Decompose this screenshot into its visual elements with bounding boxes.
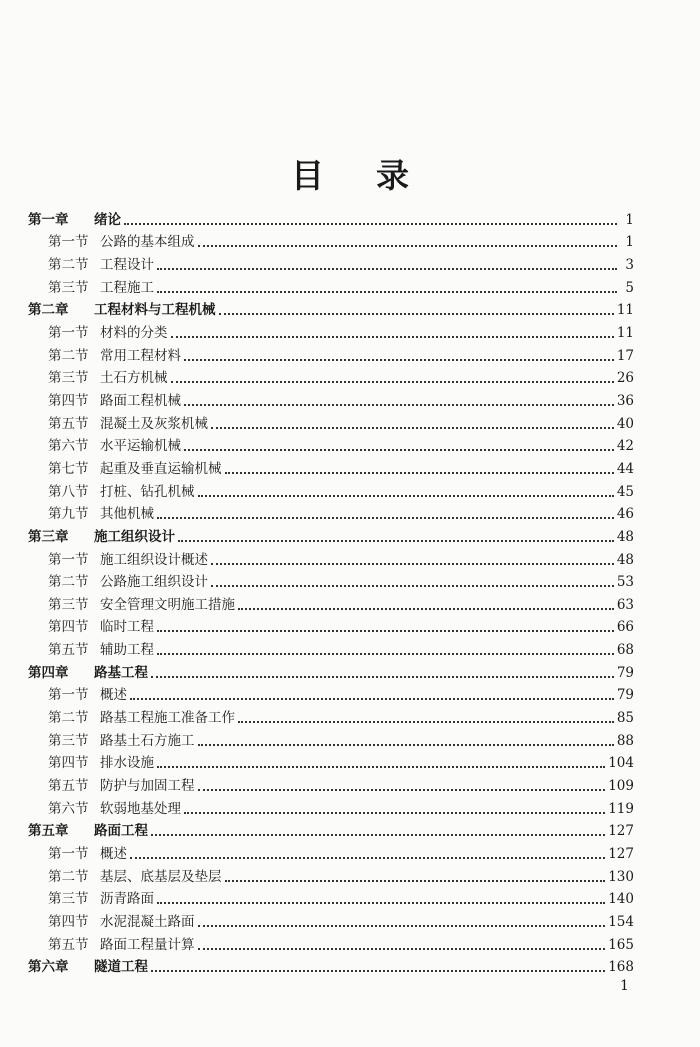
entry-title: 防护与加固工程 [100, 778, 195, 795]
toc-section-entry[interactable] [28, 727, 634, 750]
dot-leader [184, 812, 605, 814]
toc-section-entry[interactable] [28, 908, 634, 931]
entry-title: 公路施工组织设计 [100, 574, 208, 591]
entry-number: 第三节 [48, 891, 89, 908]
entry-title: 水平运输机械 [100, 438, 181, 455]
entry-title: 路基工程 [94, 664, 148, 681]
toc-section-entry[interactable] [28, 840, 634, 863]
entry-number: 第八节 [48, 483, 89, 500]
toc-section-entry[interactable] [28, 636, 634, 659]
entry-title: 起重及垂直运输机械 [100, 460, 222, 477]
dot-leader [198, 245, 618, 247]
toc-section-entry[interactable] [28, 365, 634, 388]
entry-title: 路面工程量计算 [100, 936, 195, 953]
entry-title: 路基工程施工准备工作 [100, 710, 235, 727]
entry-number: 第四节 [48, 392, 89, 409]
entry-page: 48 [616, 551, 634, 568]
entry-title: 工程设计 [100, 256, 154, 273]
entry-page: 127 [608, 823, 634, 840]
entry-page: 165 [608, 936, 634, 953]
dot-leader [184, 359, 614, 361]
entry-page: 104 [608, 755, 634, 772]
toc-chapter-entry[interactable] [28, 659, 634, 682]
dot-leader [238, 608, 614, 610]
toc-section-entry[interactable] [28, 569, 634, 592]
entry-title: 路面工程 [94, 823, 148, 840]
entry-page: 119 [608, 800, 634, 817]
dot-leader [225, 472, 614, 474]
toc-section-entry[interactable] [28, 410, 634, 433]
toc-chapter-entry[interactable] [28, 297, 634, 320]
entry-page: 85 [616, 710, 634, 727]
entry-page: 42 [616, 438, 634, 455]
table-of-contents [28, 206, 634, 976]
dot-leader [198, 925, 606, 927]
entry-page: 88 [616, 732, 634, 749]
entry-page: 140 [608, 891, 634, 908]
entry-page: 11 [616, 324, 634, 341]
entry-title: 临时工程 [100, 619, 154, 636]
dot-leader [130, 698, 614, 700]
entry-page: 154 [608, 914, 634, 930]
entry-number: 第六章 [28, 959, 69, 976]
dot-leader [157, 291, 617, 293]
entry-page: 66 [616, 619, 634, 636]
dot-leader [151, 834, 605, 836]
entry-number: 第五节 [48, 778, 89, 795]
entry-title: 公路的基本组成 [100, 234, 195, 251]
entry-page: 53 [616, 574, 634, 591]
toc-section-entry[interactable] [28, 229, 634, 252]
dot-leader [225, 880, 606, 882]
toc-section-entry[interactable] [28, 886, 634, 909]
entry-title: 路基土石方施工 [100, 732, 195, 749]
dot-leader [178, 540, 614, 542]
entry-page: 17 [616, 347, 634, 364]
dot-leader [211, 563, 614, 565]
entry-number: 第五节 [48, 415, 89, 432]
dot-leader [157, 268, 617, 270]
toc-section-entry[interactable] [28, 704, 634, 727]
entry-number: 第一节 [48, 687, 89, 704]
entry-page: 44 [616, 460, 634, 477]
toc-section-entry[interactable] [28, 546, 634, 569]
dot-leader [157, 517, 614, 519]
entry-title: 软弱地基处理 [100, 800, 181, 817]
entry-number: 第一节 [48, 551, 89, 568]
toc-section-entry[interactable] [28, 772, 634, 795]
entry-number: 第三章 [28, 528, 69, 545]
dot-leader [157, 902, 605, 904]
toc-section-entry[interactable] [28, 274, 634, 297]
entry-number: 第五节 [48, 936, 89, 953]
entry-number: 第四章 [28, 664, 69, 681]
dot-leader [219, 313, 614, 315]
entry-title: 常用工程材料 [100, 347, 181, 364]
entry-page: 1 [625, 211, 634, 228]
entry-page: 48 [616, 528, 634, 545]
dot-leader [151, 970, 605, 972]
entry-number: 第三节 [48, 596, 89, 613]
toc-section-entry[interactable] [28, 931, 634, 954]
dot-leader [198, 744, 614, 746]
entry-page: 46 [616, 506, 634, 523]
entry-page: 26 [616, 370, 634, 387]
toc-section-entry[interactable] [28, 795, 634, 818]
dot-leader [157, 653, 614, 655]
entry-number: 第三节 [48, 732, 89, 749]
entry-title: 绪论 [94, 211, 121, 228]
entry-number: 第二节 [48, 574, 89, 591]
entry-title: 打桩、钻孔机械 [100, 483, 195, 500]
entry-number: 第四节 [48, 914, 89, 930]
entry-number: 第四节 [48, 755, 89, 772]
entry-number: 第三节 [48, 279, 89, 296]
toc-section-entry[interactable] [28, 863, 634, 886]
toc-section-entry[interactable] [28, 455, 634, 478]
entry-number: 第五节 [48, 642, 89, 659]
entry-number: 第二章 [28, 302, 69, 319]
entry-number: 第五章 [28, 823, 69, 840]
toc-section-entry[interactable] [28, 614, 634, 637]
toc-chapter-entry[interactable] [28, 523, 634, 546]
entry-page: 68 [616, 642, 634, 659]
dot-leader [184, 449, 614, 451]
entry-number: 第二节 [48, 347, 89, 364]
entry-title: 工程材料与工程机械 [94, 302, 216, 319]
entry-title: 排水设施 [100, 755, 154, 772]
entry-title: 其他机械 [100, 506, 154, 523]
entry-title: 基层、底基层及垫层 [100, 868, 222, 885]
entry-page: 3 [625, 256, 634, 273]
toc-section-entry[interactable] [28, 682, 634, 705]
entry-title: 混凝土及灰浆机械 [100, 415, 208, 432]
entry-number: 第九节 [48, 506, 89, 523]
entry-title: 沥青路面 [100, 891, 154, 908]
entry-page: 40 [616, 415, 634, 432]
page-number: 1 [620, 978, 629, 994]
toc-section-entry[interactable] [28, 501, 634, 524]
entry-page: 45 [616, 483, 634, 500]
entry-page: 1 [625, 234, 634, 251]
dot-leader [171, 381, 614, 383]
entry-title: 路面工程机械 [100, 392, 181, 409]
entry-page: 168 [608, 959, 634, 976]
entry-page: 109 [608, 778, 634, 795]
toc-chapter-entry[interactable] [28, 206, 634, 229]
dot-leader [157, 630, 614, 632]
dot-leader [198, 789, 606, 791]
entry-number: 第四节 [48, 619, 89, 636]
toc-chapter-entry[interactable] [28, 818, 634, 841]
entry-title: 隧道工程 [94, 959, 148, 976]
entry-number: 第二节 [48, 868, 89, 885]
entry-number: 第二节 [48, 710, 89, 727]
entry-page: 127 [608, 846, 634, 863]
dot-leader [198, 948, 606, 950]
page-title [0, 150, 700, 197]
toc-chapter-entry[interactable] [28, 954, 634, 977]
toc-section-entry[interactable] [28, 251, 634, 274]
toc-section-entry[interactable] [28, 478, 634, 501]
dot-leader [130, 857, 605, 859]
dot-leader [184, 404, 614, 406]
entry-title: 施工组织设计概述 [100, 551, 208, 568]
entry-number: 第六节 [48, 438, 89, 455]
entry-title: 安全管理文明施工措施 [100, 596, 235, 613]
entry-number: 第一节 [48, 324, 89, 341]
toc-section-entry[interactable] [28, 591, 634, 614]
entry-page: 63 [616, 596, 634, 613]
dot-leader [211, 427, 614, 429]
entry-title: 概述 [100, 846, 127, 863]
entry-title: 工程施工 [100, 279, 154, 296]
title-char-2: 录 [376, 156, 409, 195]
dot-leader [151, 676, 614, 678]
toc-section-entry[interactable] [28, 342, 634, 365]
entry-number: 第六节 [48, 800, 89, 817]
toc-section-entry[interactable] [28, 319, 634, 342]
entry-page: 11 [616, 302, 634, 319]
dot-leader [238, 721, 614, 723]
toc-section-entry[interactable] [28, 433, 634, 456]
entry-number: 第七节 [48, 460, 89, 477]
dot-leader [171, 336, 614, 338]
entry-page: 79 [616, 664, 634, 681]
dot-leader [124, 223, 617, 225]
entry-page: 130 [608, 868, 634, 885]
entry-page: 79 [616, 687, 634, 704]
entry-title: 施工组织设计 [94, 528, 175, 545]
dot-leader [198, 495, 614, 497]
dot-leader [211, 585, 614, 587]
entry-title: 材料的分类 [100, 324, 168, 341]
entry-page: 5 [625, 279, 634, 296]
entry-number: 第二节 [48, 256, 89, 273]
toc-section-entry[interactable] [28, 750, 634, 773]
entry-title: 辅助工程 [100, 642, 154, 659]
entry-title: 土石方机械 [100, 370, 168, 387]
entry-page: 36 [616, 392, 634, 409]
entry-number: 第一节 [48, 846, 89, 863]
dot-leader [157, 766, 605, 768]
title-char-1: 目 [291, 156, 324, 195]
entry-number: 第三节 [48, 370, 89, 387]
entry-title: 水泥混凝土路面 [100, 914, 195, 930]
entry-number: 第一章 [28, 211, 69, 228]
entry-title: 概述 [100, 687, 127, 704]
entry-number: 第一节 [48, 234, 89, 251]
toc-section-entry[interactable] [28, 387, 634, 410]
